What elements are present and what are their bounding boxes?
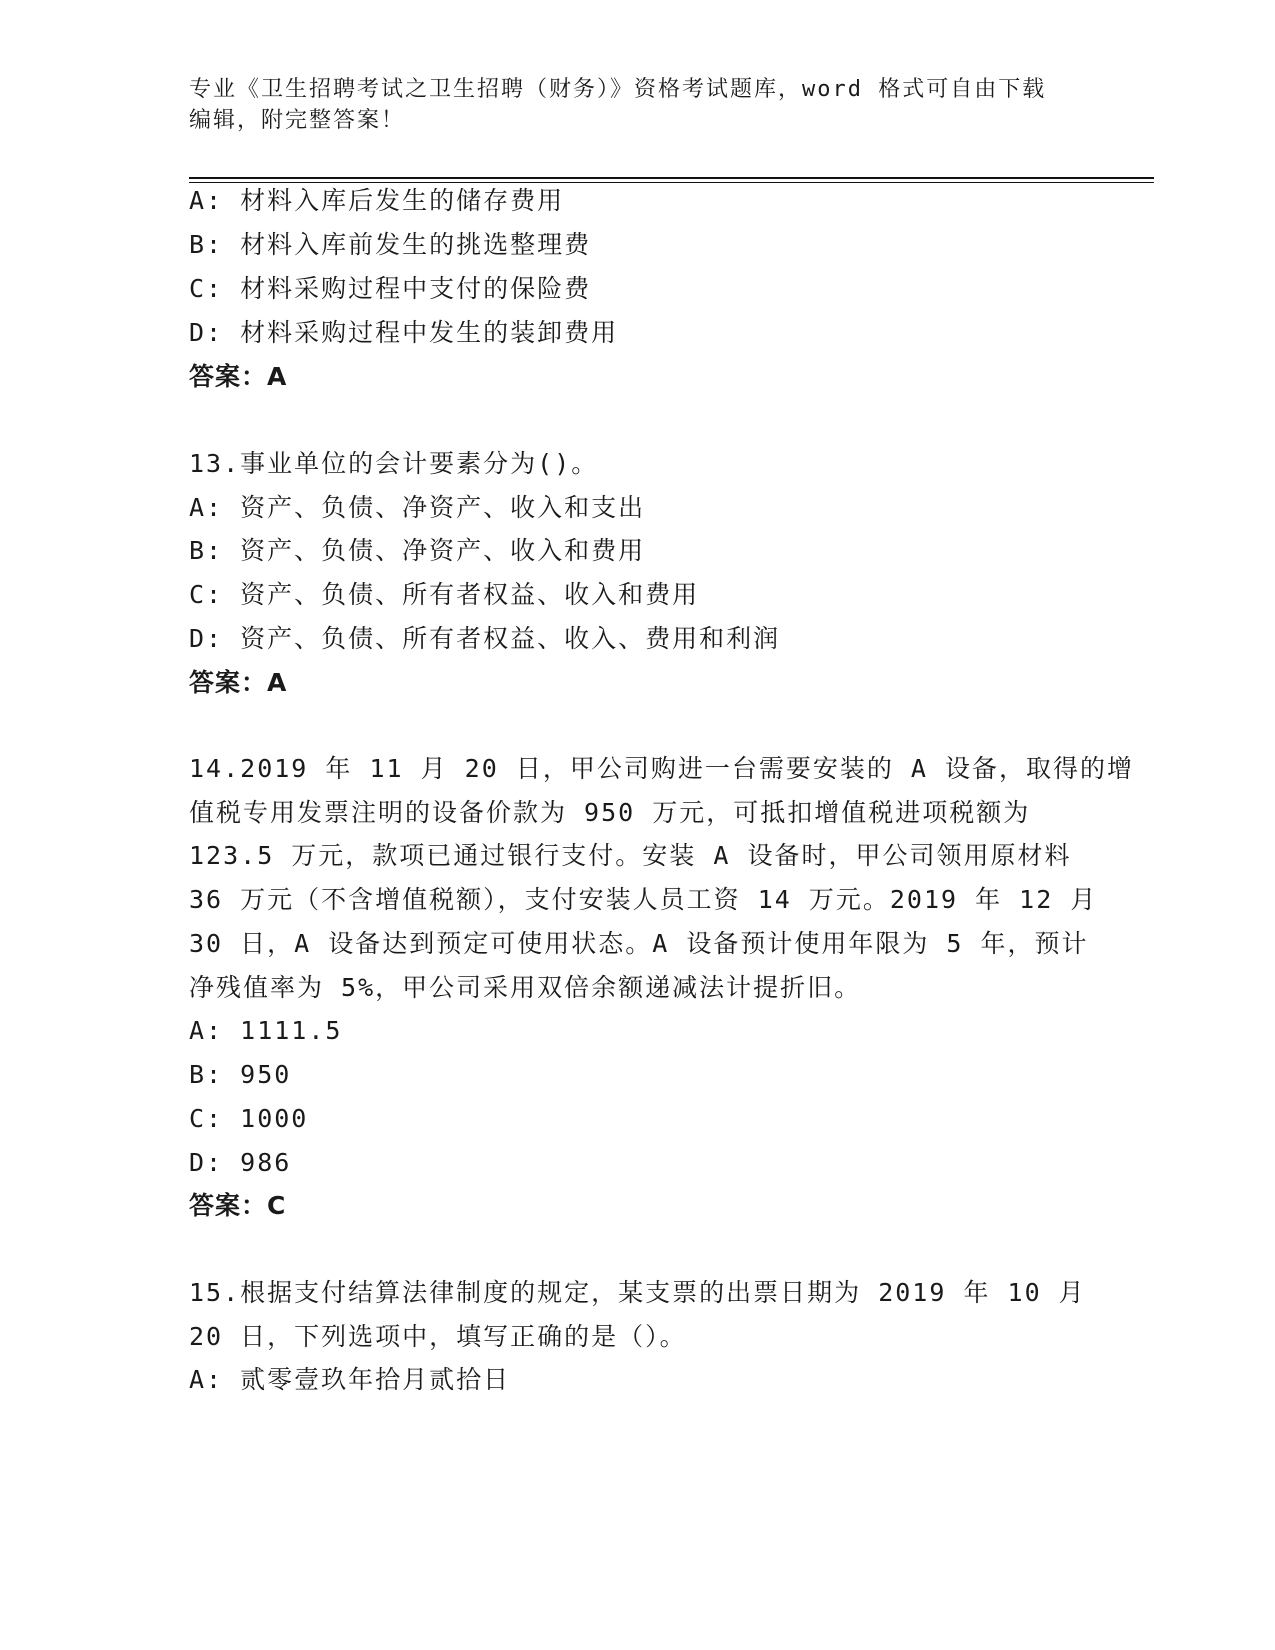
option-b: B: 材料入库前发生的挑选整理费 [189, 230, 592, 259]
option-d: D: 资产、负债、所有者权益、收入、费用和利润 [189, 624, 781, 653]
document-header [189, 74, 1089, 136]
answer-label: 答案：A [189, 668, 288, 697]
answer-label: 答案：A [189, 362, 288, 391]
option-c: C: 材料采购过程中支付的保险费 [189, 274, 592, 303]
question-stem-line: 15.根据支付结算法律制度的规定，某支票的出票日期为 2019 年 10 月 [189, 1278, 1086, 1307]
option-a: A: 材料入库后发生的储存费用 [189, 186, 565, 215]
question-stem-line: 36 万元（不含增值税额），支付安装人员工资 14 万元。2019 年 12 月 [189, 885, 1098, 914]
option-a: A: 贰零壹玖年拾月贰拾日 [189, 1365, 511, 1394]
question-stem: 13.事业单位的会计要素分为()。 [189, 449, 599, 478]
question-stem-line: 14.2019 年 11 月 20 日，甲公司购进一台需要安装的 A 设备，取得的增 [189, 754, 1134, 783]
question-stem-line: 20 日，下列选项中，填写正确的是（）。 [189, 1322, 687, 1351]
question-stem-line: 净残值率为 5%，甲公司采用双倍余额递减法计提折旧。 [189, 973, 862, 1002]
option-d: D: 986 [189, 1148, 292, 1177]
option-b: B: 资产、负债、净资产、收入和费用 [189, 536, 646, 565]
answer-label: 答案：C [189, 1191, 287, 1220]
header-line-1: 专业《卫生招聘考试之卫生招聘（财务）》资格考试题库，word 格式可自由下载 [189, 77, 1047, 102]
option-d: D: 材料采购过程中发生的装卸费用 [189, 318, 619, 347]
question-stem-line: 30 日，A 设备达到预定可使用状态。A 设备预计使用年限为 5 年，预计 [189, 929, 1089, 958]
question-stem-line: 123.5 万元，款项已通过银行支付。安装 A 设备时，甲公司领用原材料 [189, 841, 1072, 870]
option-c: C: 资产、负债、所有者权益、收入和费用 [189, 580, 700, 609]
question-stem-line: 值税专用发票注明的设备价款为 950 万元，可抵扣增值税进项税额为 [189, 798, 1031, 827]
option-a: A: 资产、负债、净资产、收入和支出 [189, 493, 646, 522]
option-b: B: 950 [189, 1060, 292, 1089]
option-a: A: 1111.5 [189, 1016, 343, 1045]
header-line-2: 编辑，附完整答案！ [189, 108, 406, 133]
option-c: C: 1000 [189, 1104, 309, 1133]
